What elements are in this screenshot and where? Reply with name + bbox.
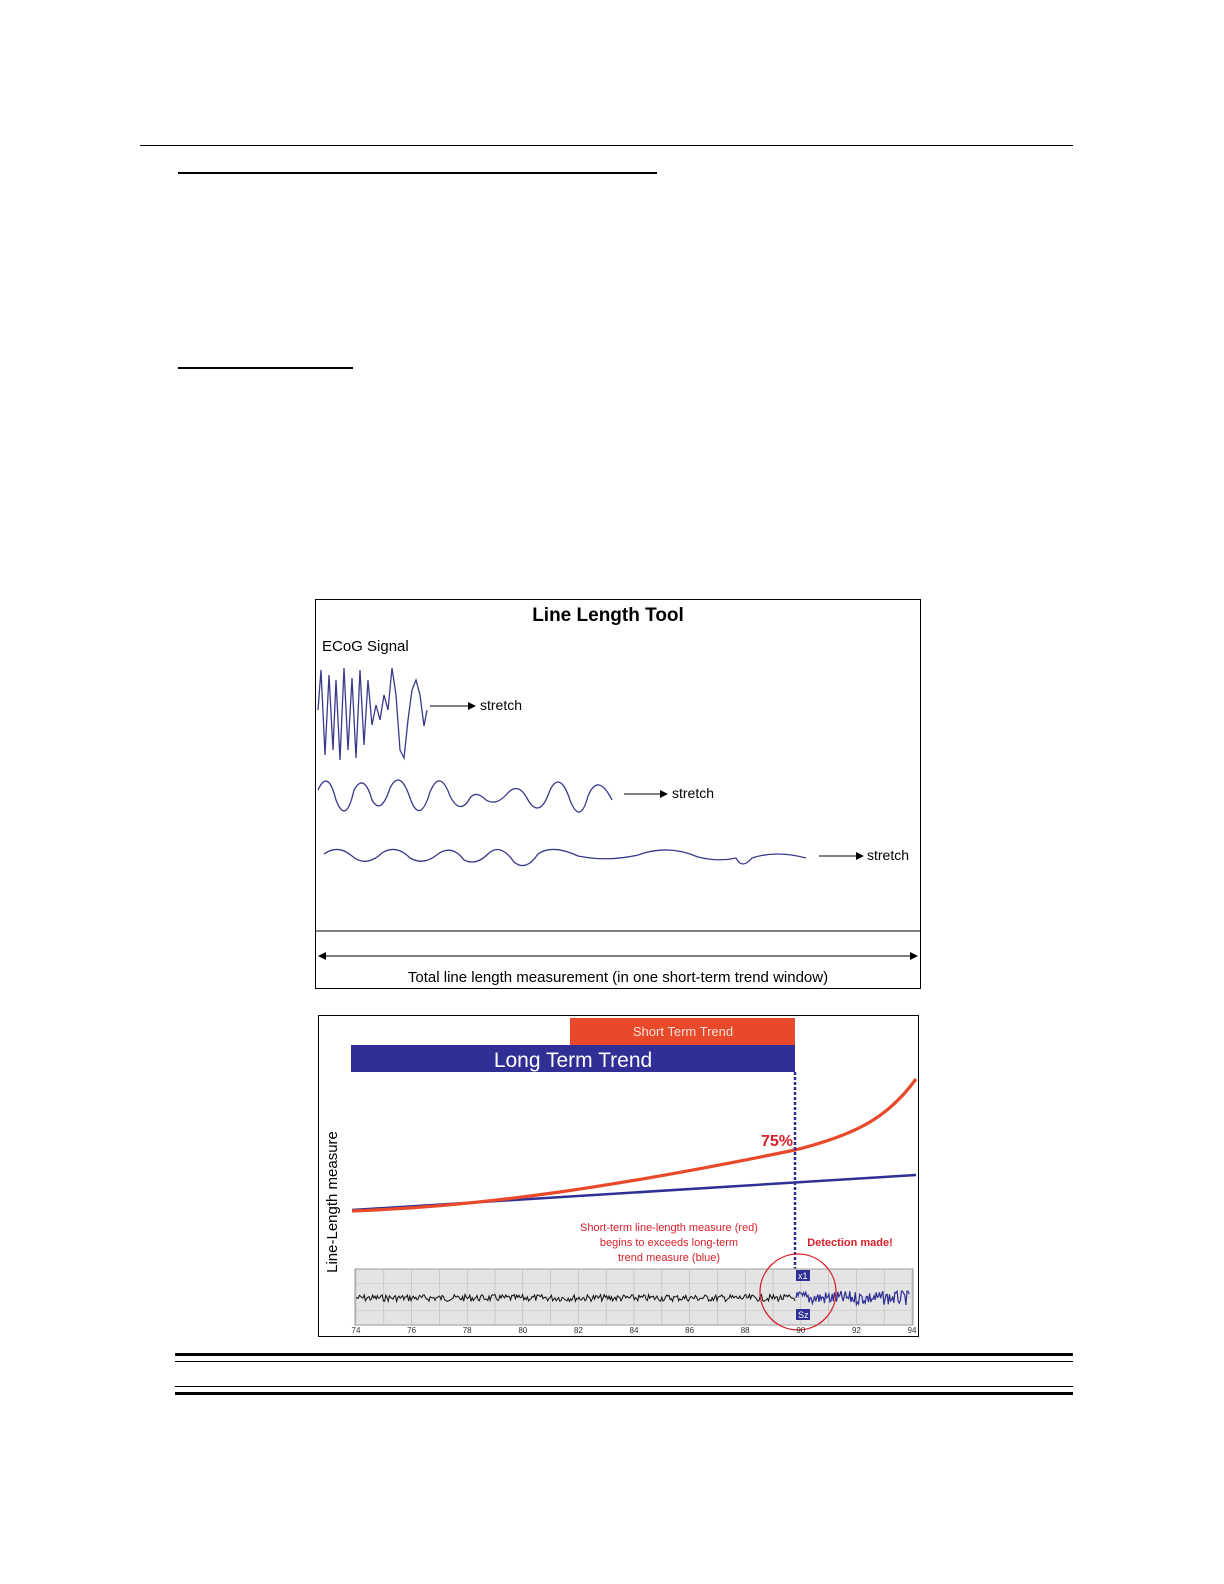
x-tick-label: 74 [351,1326,361,1335]
subsection-heading-underline [178,367,353,369]
annotation-line-2: begins to exceeds long-term [599,1237,739,1249]
x-tick-label: 90 [796,1326,806,1335]
x-tick-label: 82 [573,1326,583,1335]
x-tick-label: 92 [851,1326,861,1335]
x-tick-label: 84 [629,1326,639,1335]
percent-label: 75% [761,1133,794,1150]
stretch-label-3: stretch [867,847,910,863]
ecog-wave-slow [324,849,806,865]
x-axis-ticks [352,1326,917,1335]
ecog-wave-medium [318,780,612,812]
footer-rule-top-thick [175,1353,1073,1356]
x-tick-label: 88 [740,1326,750,1335]
short-term-trend-label: Short Term Trend [632,1024,734,1039]
line-length-tool-svg [316,600,920,988]
x-tick-label: 86 [685,1326,695,1335]
trend-detection-svg [319,1016,918,1336]
footer-rule-bottom-thin [175,1386,1073,1387]
x-tick-label: 80 [518,1326,528,1335]
stretch-label-2: stretch [672,785,715,801]
footer-rule-bottom-thick [175,1392,1073,1395]
x-tick-label: 78 [462,1326,472,1335]
long-term-trend-label: Long Term Trend [493,1049,653,1072]
measurement-double-arrow [318,952,918,960]
ecog-signal-label: ECoG Signal [322,638,409,655]
annotation-line-3: trend measure (blue) [617,1252,721,1264]
annotation-line-1: Short-term line-length measure (red) [580,1222,758,1234]
figure1-title: Line Length Tool [532,605,684,626]
detection-label: Detection made! [807,1237,893,1249]
section-heading-underline [178,172,657,174]
marker-top-label: x1 [798,1271,808,1281]
footer-rule-top-thin [175,1361,1073,1362]
x-tick-label: 76 [407,1326,417,1335]
x-tick-label: 94 [907,1326,917,1335]
trend-detection-figure [318,1015,919,1337]
stretch-arrow-2 [624,785,714,801]
stretch-arrow-3 [819,847,909,863]
ecog-wave-fast [318,668,427,760]
header-rule [140,145,1073,146]
marker-bottom-label: Sz [798,1310,809,1320]
line-length-tool-figure [315,599,921,989]
measurement-label: Total line length measurement (in one short-term trend window) [407,969,829,986]
stretch-arrow-1 [430,697,522,713]
stretch-label-1: stretch [480,697,523,713]
short-term-trend-curve [352,1079,916,1211]
y-axis-label: Line-Length measure [324,1131,341,1273]
